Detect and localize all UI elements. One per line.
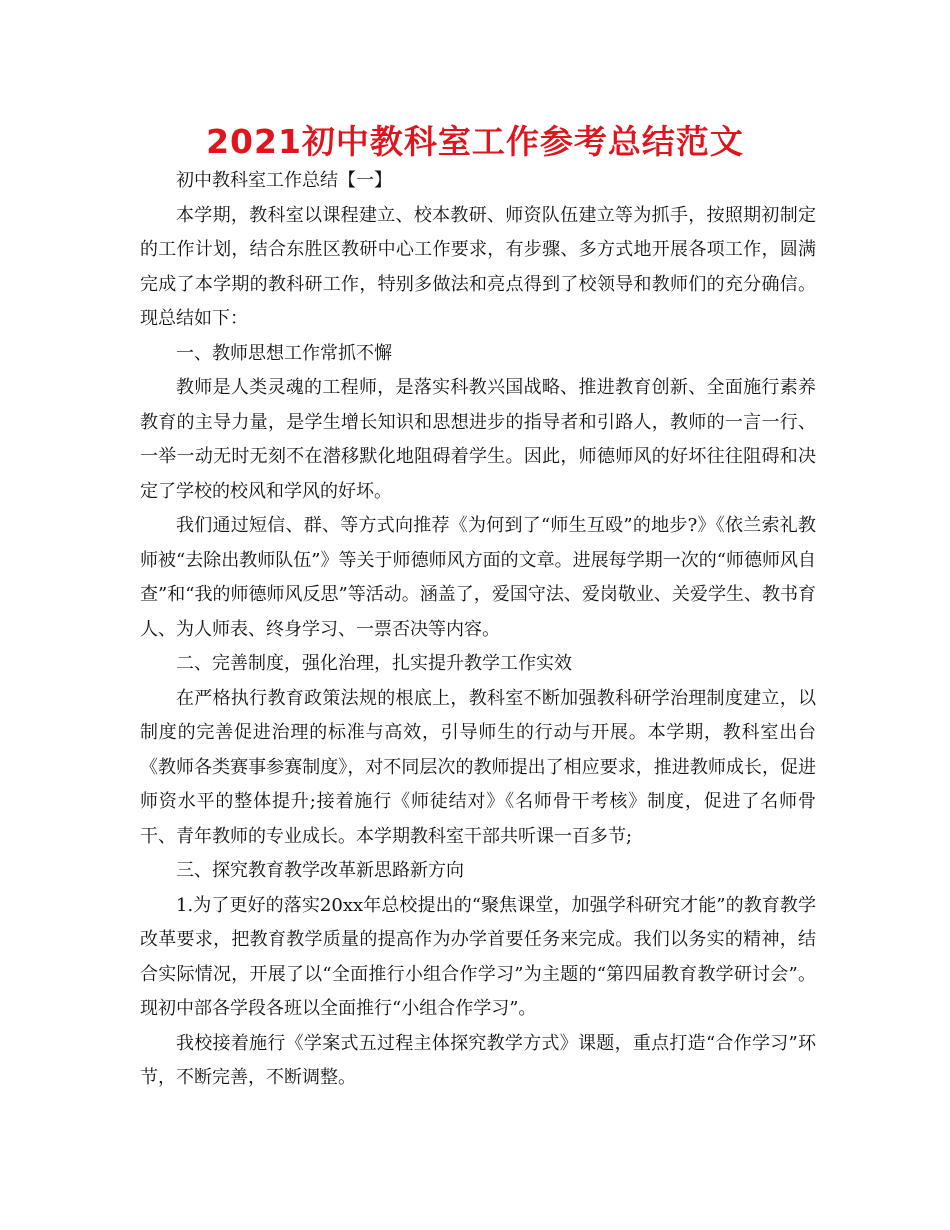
- section-heading: 一、教师思想工作常抓不懈: [176, 342, 392, 364]
- paragraph: 1.为了更好的落实20xx年总校提出的“聚焦课堂，加强学科研究才能”的教育教学改革要求，把教育教学质量的提高作为办学首要任务来完成。我们以务实的精神，结合实际情况，开展了以“全面推行小组合作学习”为主题的“第四届教育教学研讨会”。现初中部各学段各班以全面推行“小组合作学习”。: [140, 894, 816, 1019]
- document-body: [140, 164, 816, 1096]
- section-heading: 三、探究教育教学改革新思路新方向: [176, 860, 464, 881]
- section-heading: 初中教科室工作总结【一】: [176, 170, 392, 191]
- paragraph: 教师是人类灵魂的工程师，是落实科教兴国战略、推进教育创新、全面施行素养教育的主导力量，是学生增长知识和思想进步的指导者和引路人，教师的一言一行、一举一动无时无刻不在潜移默化地阻碍着学生。因此，师德师风的好坏往往阻碍和决定了学校的校风和学风的好坏。: [140, 377, 816, 502]
- section-heading: 二、完善制度，强化治理，扎实提升教学工作实效: [176, 653, 572, 674]
- paragraph: 在严格执行教育政策法规的根底上，教科室不断加强教科研学治理制度建立，以制度的完善促进治理的标准与高效，引导师生的行动与开展。本学期，教科室出台《教师各类赛事参赛制度》，对不同层次的教师提出了相应要求，推进教师成长，促进师资水平的整体提升;接着施行《师徒结对》《名师骨干考核》制度，促进了名师骨干、青年教师的专业成长。本学期教科室干部共听课一百多节;: [140, 687, 816, 847]
- paragraph: 我校接着施行《学案式五过程主体探究教学方式》课题，重点打造“合作学习”环节，不断完善，不断调整。: [140, 1032, 816, 1088]
- document-title: 2021初中教科室工作参考总结范文: [206, 122, 744, 161]
- paragraph: 本学期，教科室以课程建立、校本教研、师资队伍建立等为抓手，按照期初制定的工作计划，结合东胜区教研中心工作要求，有步骤、多方式地开展各项工作，圆满完成了本学期的教科研工作，特别多做法和亮点得到了校领导和教师们的充分确信。现总结如下：: [140, 204, 816, 329]
- paragraph: 我们通过短信、群、等方式向推荐《为何到了“师生互殴”的地步?》《依兰索礼教师被“去除出教师队伍”》等关于师德师风方面的文章。进展每学期一次的“师德师风自查”和“我的师德师风反思”等活动。涵盖了，爱国守法、爱岗敬业、关爱学生、教书育人、为人师表、终身学习、一票否决等内容。: [140, 515, 816, 640]
